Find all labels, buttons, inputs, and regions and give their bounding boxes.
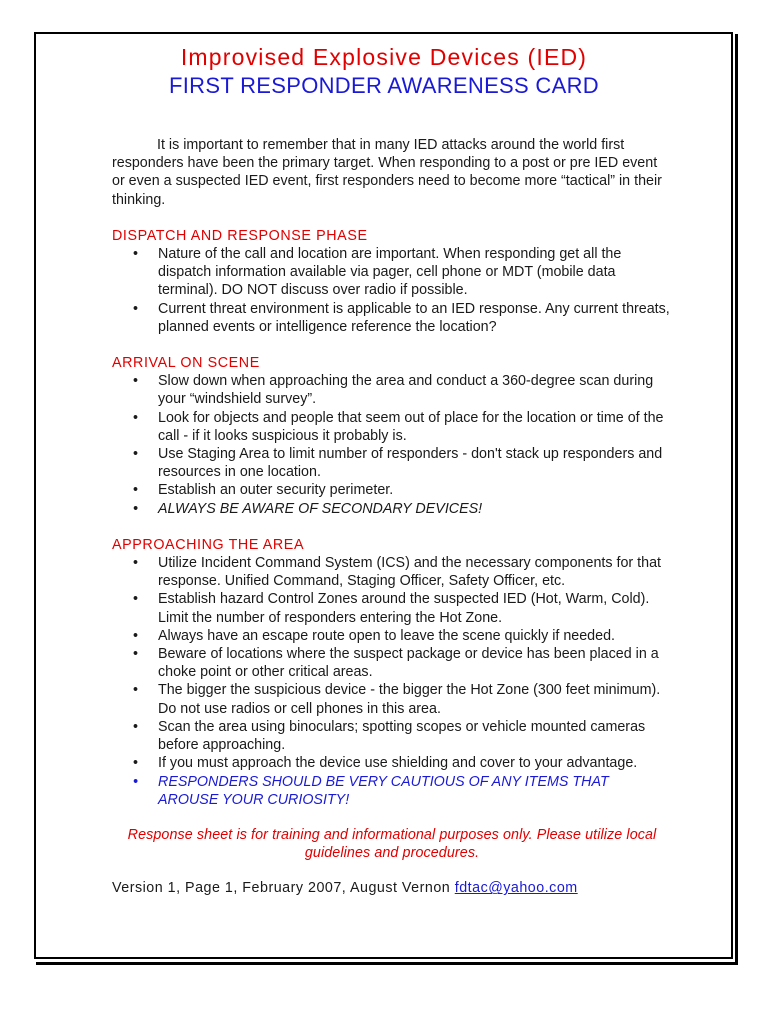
bullet-glyph: •: [133, 773, 139, 790]
list-item: • Establish an outer security perimeter.: [133, 482, 394, 499]
list-item: • Beware of locations where the suspect package or device has been placed in a choke point or other critical areas.: [133, 646, 659, 681]
bullet-glyph: •: [133, 500, 139, 517]
list-item: • Nature of the call and location are important. When responding get all the dispatch information available via pager, cell phone or MDT (mobile data terminal). DO NOT discuss over radio if possible.: [133, 246, 622, 299]
intro-paragraph: It is important to remember that in many IED attacks around the world first responders have been the primary target. When responding to a post or pre IED event or even a suspected IED event, first responders need to become more “tactical” in their thinking.: [112, 137, 662, 208]
document-title: Improvised Explosive Devices (IED): [180, 44, 588, 70]
section-heading-approaching: APPROACHING THE AREA: [112, 536, 305, 553]
email-link[interactable]: fdtac@yahoo.com: [454, 880, 578, 897]
disclaimer: Response sheet is for training and informational purposes only. Please utilize local guidelines and procedures.: [127, 826, 657, 862]
bullet-glyph: •: [133, 409, 139, 426]
list-item: • The bigger the suspicious device - the bigger the Hot Zone (300 feet minimum). Do not use radios or cell phones in this area.: [133, 682, 661, 717]
list-item: • Establish hazard Control Zones around the suspected IED (Hot, Warm, Cold). Limit the number of responders entering the Hot Zone.: [133, 591, 650, 626]
list-item: • If you must approach the device use shielding and cover to your advantage.: [133, 755, 638, 772]
list-item: • Utilize Incident Command System (ICS) and the necessary components for that response. Unified Command, Staging Officer, Safety Officer, etc.: [133, 555, 661, 590]
bullet-glyph: •: [133, 591, 139, 608]
approaching-list: [112, 554, 672, 809]
secondary-devices-warning: • ALWAYS BE AWARE OF SECONDARY DEVICES!: [133, 500, 483, 517]
bullet-glyph: •: [133, 627, 139, 644]
list-item: • Use Staging Area to limit number of responders - don't stack up responders and resources in one location.: [133, 446, 663, 481]
list-item: • Slow down when approaching the area and conduct a 360-degree scan during your “windshield survey”.: [133, 373, 654, 408]
bullet-glyph: •: [133, 300, 139, 317]
bullet-glyph: •: [133, 646, 139, 663]
bullet-glyph: •: [133, 446, 139, 463]
card-content: [112, 136, 672, 898]
footer: [112, 879, 672, 897]
bullet-glyph: •: [133, 373, 139, 390]
bullet-glyph: •: [133, 555, 139, 572]
document-subtitle: FIRST RESPONDER AWARENESS CARD: [169, 73, 599, 98]
bullet-glyph: •: [133, 718, 139, 735]
curiosity-warning: • RESPONDERS SHOULD BE VERY CAUTIOUS OF ANY ITEMS THAT AROUSE YOUR CURIOSITY!: [133, 773, 609, 808]
list-item: • Always have an escape route open to leave the scene quickly if needed.: [133, 627, 616, 644]
card-shadow-bottom: [36, 962, 738, 965]
dispatch-list: [112, 245, 672, 336]
bullet-glyph: •: [133, 246, 139, 263]
list-item: • Scan the area using binoculars; spotting scopes or vehicle mounted cameras before approaching.: [133, 718, 646, 754]
footer-version: Version 1, Page 1, February 2007, August Vernon: [112, 880, 455, 897]
list-item: • Look for objects and people that seem out of place for the location or time of the call - if it looks suspicious it probably is.: [133, 409, 664, 444]
bullet-glyph: •: [133, 682, 139, 699]
section-heading-dispatch: DISPATCH AND RESPONSE PHASE: [112, 227, 368, 244]
section-heading-arrival: ARRIVAL ON SCENE: [112, 355, 260, 372]
arrival-list: [112, 372, 672, 518]
bullet-glyph: •: [133, 755, 139, 772]
bullet-glyph: •: [133, 482, 139, 499]
list-item: • Current threat environment is applicable to an IED response. Any current threats, planned events or intelligence reference the location?: [133, 300, 670, 335]
card-shadow-right: [735, 34, 738, 965]
